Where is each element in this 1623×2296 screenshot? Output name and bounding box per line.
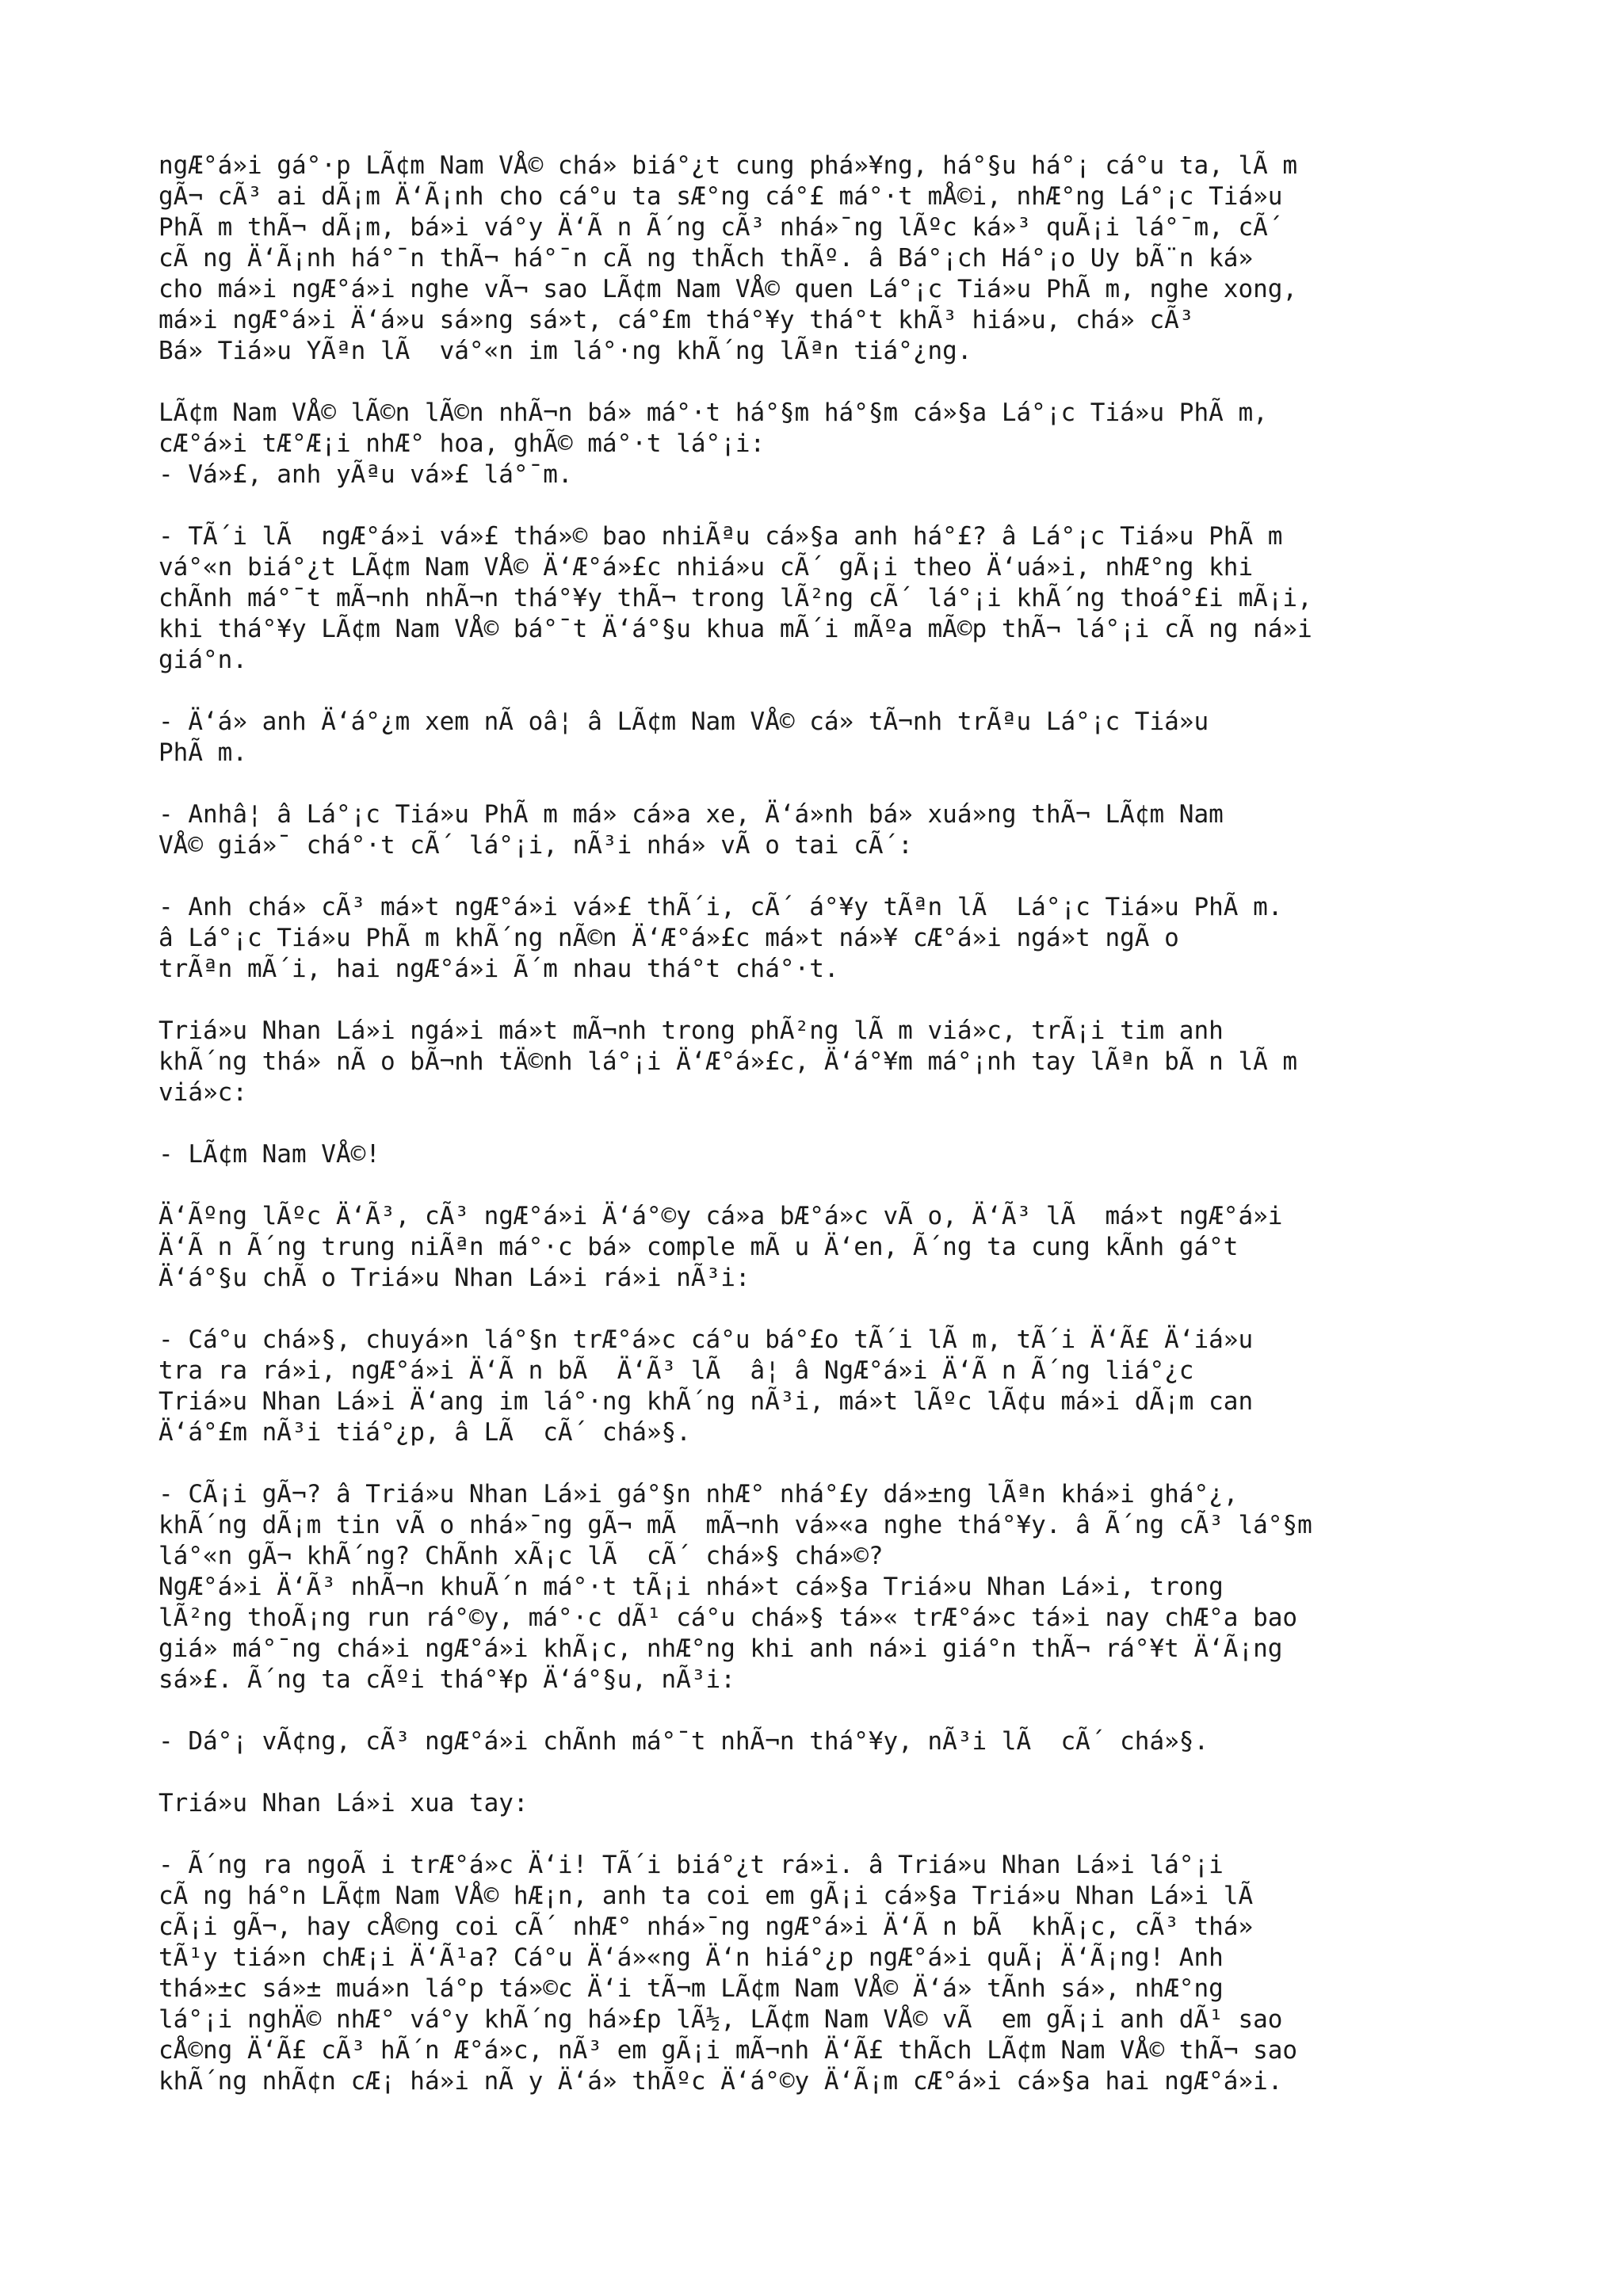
- paragraph: [158, 1479, 1506, 1695]
- text-line: tra ra rá»i, ngÆ°á»i Ä‘Ã n bÃ Ä‘Ã³ lÃ â¦ â NgÆ°á»i Ä‘Ã n Ã´ng liá°¿c: [158, 1356, 1194, 1385]
- text-line: má»i ngÆ°á»i Ä‘á»u sá»ng sá»t, cá°£m thá°¥y thá°t khÃ³ hiá»u, chá» cÃ³: [158, 306, 1194, 334]
- text-line: lá°¡i nghÄ© nhÆ° vá°y khÃ´ng há»£p lÃ½, LÃ¢m Nam VÅ© vÃ em gÃ¡i anh dÃ¹ sao: [158, 2005, 1283, 2034]
- paragraph: [158, 398, 1506, 490]
- text-line: VÅ© giá»¯ chá°·t cÃ´ lá°¡i, nÃ³i nhá» vÃ o tai cÃ´:: [158, 831, 913, 860]
- text-line: cÃ ng há°n LÃ¢m Nam VÅ© hÆ¡n, anh ta coi em gÃ¡i cá»§a Triá»u Nhan Lá»i lÃ: [158, 1882, 1268, 1910]
- paragraph: [158, 1201, 1506, 1294]
- text-line: thá»±c sá»± muá»n lá°p tá»©c Ä‘i tÃ¬m LÃ¢m Nam VÅ© Ä‘á» tÃnh sá», nhÆ°ng: [158, 1974, 1224, 2003]
- text-line: Ä‘á°§u chÃ o Triá»u Nhan Lá»i rá»i nÃ³i:: [158, 1264, 750, 1292]
- text-line: Triá»u Nhan Lá»i Ä‘ang im lá°·ng khÃ´ng nÃ³i, má»t lÃºc lÃ¢u má»i dÃ¡m can: [158, 1387, 1254, 1416]
- text-line: tÃ¹y tiá»n chÆ¡i Ä‘Ã¹a? Cá°u Ä‘á»«ng Ä‘n hiá°¿p ngÆ°á»i quÃ¡ Ä‘Ã¡ng! Anh: [158, 1943, 1224, 1972]
- text-line: khi thá°¥y LÃ¢m Nam VÅ© bá°¯t Ä‘á°§u khua mÃ´i mÃºa mÃ©p thÃ¬ lá°¡i cÃ ng ná»i: [158, 615, 1312, 643]
- text-line: - Ä‘á» anh Ä‘á°¿m xem nÃ oâ¦ â LÃ¢m Nam VÅ© cá» tÃ¬nh trÃªu Lá°¡c Tiá»u: [158, 707, 1209, 736]
- text-line: viá»c:: [158, 1078, 247, 1107]
- paragraph: [158, 1850, 1506, 2097]
- text-line: Ä‘Ã n Ã´ng trung niÃªn má°·c bá» comple mÃ u Ä‘en, Ã´ng ta cung kÃnh gá°t: [158, 1233, 1239, 1261]
- text-line: - Anhâ¦ â Lá°¡c Tiá»u PhÃ m má» cá»a xe, Ä‘á»nh bá» xuá»ng thÃ¬ LÃ¢m Nam: [158, 800, 1224, 829]
- text-line: cho má»i ngÆ°á»i nghe vÃ¬ sao LÃ¢m Nam VÅ© quen Lá°¡c Tiá»u PhÃ m, nghe xong,: [158, 275, 1298, 303]
- text-line: vá°«n biá°¿t LÃ¢m Nam VÅ© Ä‘Æ°á»£c nhiá»u cÃ´ gÃ¡i theo Ä‘uá»i, nhÆ°ng khi: [158, 553, 1254, 582]
- text-line: â Lá°¡c Tiá»u PhÃ m khÃ´ng nÃ©n Ä‘Æ°á»£c má»t ná»¥ cÆ°á»i ngá»t ngÃ o: [158, 924, 1179, 952]
- text-line: - CÃ¡i gÃ¬? â Triá»u Nhan Lá»i gá°§n nhÆ° nhá°£y dá»±ng lÃªn khá»i ghá°¿,: [158, 1480, 1239, 1508]
- paragraph: [158, 892, 1506, 985]
- text-line: Triá»u Nhan Lá»i xua tay:: [158, 1789, 529, 1817]
- text-line: Triá»u Nhan Lá»i ngá»i má»t mÃ¬nh trong phÃ²ng lÃ m viá»c, trÃ¡i tim anh: [158, 1016, 1224, 1045]
- text-line: lÃ²ng thoÃ¡ng run rá°©y, má°·c dÃ¹ cá°u chá»§ tá»« trÆ°á»c tá»i nay chÆ°a bao: [158, 1604, 1298, 1632]
- text-line: sá»£. Ã´ng ta cÃºi thá°¥p Ä‘á°§u, nÃ³i:: [158, 1665, 735, 1694]
- paragraph: [158, 1325, 1506, 1448]
- text-line: khÃ´ng thá» nÃ o bÃ¬nh tÄ©nh lá°¡i Ä‘Æ°á»£c, Ä‘á°¥m má°¡nh tay lÃªn bÃ n lÃ m: [158, 1047, 1298, 1076]
- text-line: Ä‘Ãºng lÃºc Ä‘Ã³, cÃ³ ngÆ°á»i Ä‘á°©y cá»a bÆ°á»c vÃ o, Ä‘Ã³ lÃ má»t ngÆ°á»i: [158, 1202, 1283, 1230]
- paragraph: [158, 1016, 1506, 1108]
- text-line: PhÃ m thÃ¬ dÃ¡m, bá»i vá°y Ä‘Ã n Ã´ng cÃ³ nhá»¯ng lÃºc ká»³ quÃ¡i lá°¯m, cÃ´: [158, 213, 1283, 242]
- text-line: PhÃ m.: [158, 738, 247, 767]
- text-line: - Ã´ng ra ngoÃ i trÆ°á»c Ä‘i! TÃ´i biá°¿t rá»i. â Triá»u Nhan Lá»i lá°¡i: [158, 1851, 1224, 1879]
- text-line: lá°«n gÃ¬ khÃ´ng? ChÃnh xÃ¡c lÃ cÃ´ chá»§ chá»©?: [158, 1542, 884, 1570]
- paragraph: [158, 1726, 1506, 1757]
- text-line: chÃnh má°¯t mÃ¬nh nhÃ¬n thá°¥y thÃ¬ trong lÃ²ng cÃ´ lá°¡i khÃ´ng thoá°£i mÃ¡i,: [158, 584, 1312, 612]
- text-line: khÃ´ng dÃ¡m tin vÃ o nhá»¯ng gÃ¬ mÃ mÃ¬nh vá»«a nghe thá°¥y. â Ã´ng cÃ³ lá°§m: [158, 1511, 1312, 1539]
- text-line: gÃ¬ cÃ³ ai dÃ¡m Ä‘Ã¡nh cho cá°u ta sÆ°ng cá°£ má°·t mÅ©i, nhÆ°ng Lá°¡c Tiá»u: [158, 182, 1283, 211]
- text-line: - TÃ´i lÃ ngÆ°á»i vá»£ thá»© bao nhiÃªu cá»§a anh há°£? â Lá°¡c Tiá»u PhÃ m: [158, 522, 1283, 551]
- text-line: Ä‘á°£m nÃ³i tiá°¿p, â LÃ cÃ´ chá»§.: [158, 1418, 691, 1447]
- paragraph: [158, 1139, 1506, 1170]
- text-line: cÃ ng Ä‘Ã¡nh há°¯n thÃ¬ há°¯n cÃ ng thÃch thÃº. â Bá°¡ch Há°¡o Uy bÃ¨n ká»: [158, 244, 1254, 273]
- text-line: ngÆ°á»i gá°·p LÃ¢m Nam VÅ© chá» biá°¿t cung phá»¥ng, há°§u há°¡ cá°u ta, lÃ m: [158, 151, 1298, 180]
- text-line: khÃ´ng nhÃ¢n cÆ¡ há»i nÃ y Ä‘á» thÃºc Ä‘á°©y Ä‘Ã¡m cÆ°á»i cá»§a hai ngÆ°á»i.: [158, 2067, 1283, 2096]
- text-line: trÃªn mÃ´i, hai ngÆ°á»i Ã´m nhau thá°t chá°·t.: [158, 955, 839, 983]
- document-page: [158, 151, 1506, 2128]
- text-line: - Dá°¡ vÃ¢ng, cÃ³ ngÆ°á»i chÃnh má°¯t nhÃ¬n thá°¥y, nÃ³i lÃ cÃ´ chá»§.: [158, 1727, 1209, 1756]
- paragraph: [158, 151, 1506, 367]
- text-line: - Anh chá» cÃ³ má»t ngÆ°á»i vá»£ thÃ´i, cÃ´ á°¥y tÃªn lÃ Lá°¡c Tiá»u PhÃ m.: [158, 893, 1283, 921]
- text-line: - Vá»£, anh yÃªu vá»£ lá°¯m.: [158, 460, 573, 489]
- text-line: Bá» Tiá»u YÃªn lÃ vá°«n im lá°·ng khÃ´ng lÃªn tiá°¿ng.: [158, 337, 972, 365]
- paragraph: [158, 707, 1506, 769]
- paragraph: [158, 1788, 1506, 1819]
- text-line: - Cá°u chá»§, chuyá»n lá°§n trÆ°á»c cá°u bá°£o tÃ´i lÃ m, tÃ´i Ä‘Ã£ Ä‘iá»u: [158, 1325, 1254, 1354]
- text-line: cÃ¡i gÃ¬, hay cÅ©ng coi cÃ´ nhÆ° nhá»¯ng ngÆ°á»i Ä‘Ã n bÃ khÃ¡c, cÃ³ thá»: [158, 1913, 1254, 1941]
- text-line: cÆ°á»i tÆ°Æ¡i nhÆ° hoa, ghÃ© má°·t lá°¡i:: [158, 429, 766, 458]
- paragraph: [158, 799, 1506, 861]
- text-line: LÃ¢m Nam VÅ© lÃ©n lÃ©n nhÃ¬n bá» má°·t há°§m há°§m cá»§a Lá°¡c Tiá»u PhÃ m,: [158, 399, 1268, 427]
- paragraph: [158, 521, 1506, 676]
- text-line: giá» má°¯ng chá»i ngÆ°á»i khÃ¡c, nhÆ°ng khi anh ná»i giá°n thÃ¬ rá°¥t Ä‘Ã¡ng: [158, 1634, 1283, 1663]
- text-line: giá°n.: [158, 646, 247, 674]
- text-line: - LÃ¢m Nam VÅ©!: [158, 1140, 380, 1169]
- text-line: cÅ©ng Ä‘Ã£ cÃ³ hÃ´n Æ°á»c, nÃ³ em gÃ¡i mÃ¬nh Ä‘Ã£ thÃch LÃ¢m Nam VÅ© thÃ¬ sao: [158, 2036, 1298, 2065]
- text-line: NgÆ°á»i Ä‘Ã³ nhÃ¬n khuÃ´n má°·t tÃ¡i nhá»t cá»§a Triá»u Nhan Lá»i, trong: [158, 1573, 1224, 1601]
